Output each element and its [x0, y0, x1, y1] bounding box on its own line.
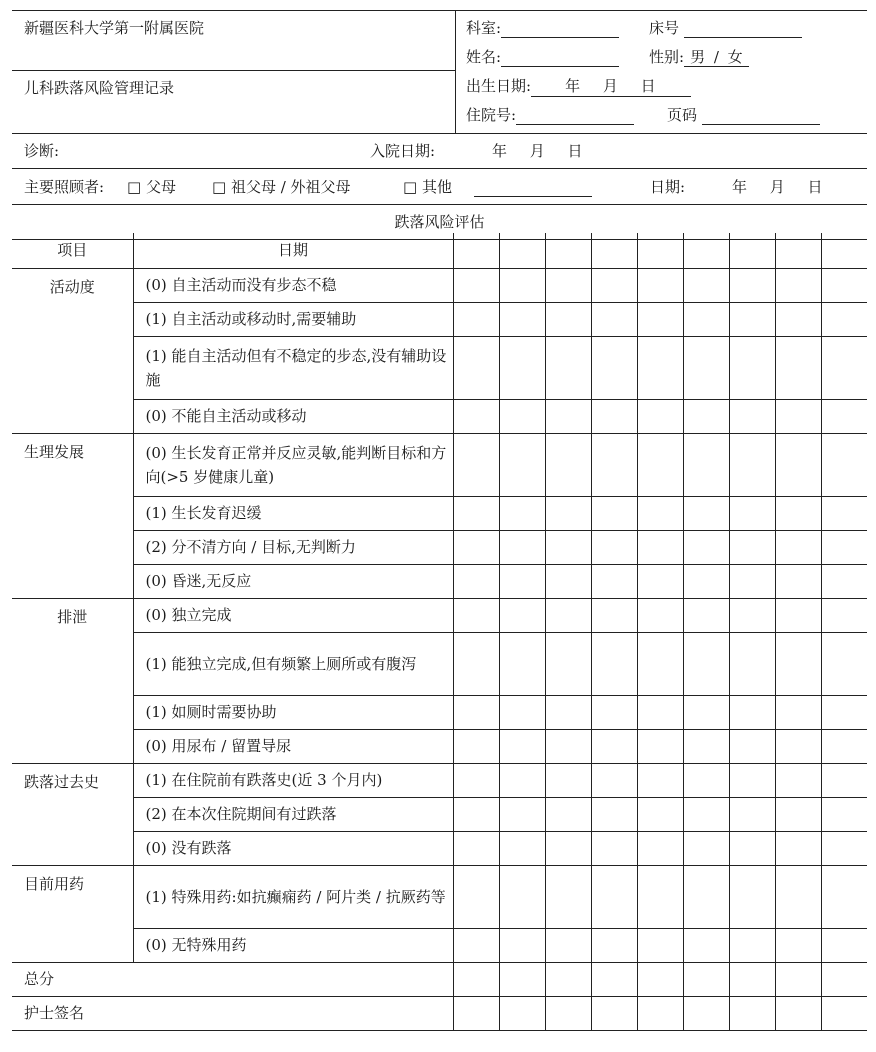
score-cell[interactable] [545, 928, 591, 962]
score-cell[interactable] [637, 729, 683, 763]
score-cell[interactable] [821, 399, 867, 433]
table-row [12, 763, 867, 797]
score-cell[interactable] [683, 729, 729, 763]
score-cell[interactable] [821, 530, 867, 564]
score-cell[interactable] [683, 433, 729, 496]
birth-label: 出生日期: [466, 77, 532, 95]
score-cell[interactable] [499, 564, 545, 598]
caregiver-option-grandparents[interactable]: □ 祖父母 / 外祖父母 [212, 178, 351, 196]
score-cell[interactable] [545, 831, 591, 865]
table-header-row [12, 233, 867, 268]
score-cell[interactable] [499, 433, 545, 496]
criteria-option: (1) 能自主活动但有不稳定的步态,没有辅助设施 [133, 336, 453, 399]
bed-field[interactable] [649, 18, 802, 38]
score-cell[interactable] [499, 797, 545, 831]
assessment-table [12, 233, 867, 1031]
score-cell[interactable] [683, 598, 729, 632]
score-cell[interactable] [821, 729, 867, 763]
score-cell[interactable] [499, 598, 545, 632]
assessment-title: 跌落风险评估 [394, 213, 485, 231]
score-cell[interactable] [775, 598, 821, 632]
criteria-option: (0) 无特殊用药 [133, 928, 453, 962]
score-cell[interactable] [821, 433, 867, 496]
gender-field[interactable] [649, 47, 749, 67]
score-cell[interactable] [683, 564, 729, 598]
score-cell[interactable] [453, 598, 499, 632]
score-cell[interactable] [545, 962, 591, 996]
score-cell[interactable] [683, 695, 729, 729]
criteria-option: (1) 生长发育迟缓 [133, 496, 453, 530]
score-cell[interactable] [545, 233, 591, 268]
score-cell[interactable] [775, 399, 821, 433]
score-cell[interactable] [591, 962, 637, 996]
score-cell[interactable] [729, 336, 775, 399]
score-cell[interactable] [683, 233, 729, 268]
table-row [12, 336, 867, 399]
score-cell[interactable] [591, 831, 637, 865]
criteria-item: 排泄 [12, 598, 133, 763]
nurse-signature-label: 护士签名 [12, 996, 453, 1030]
criteria-option: (0) 用尿布 / 留置导尿 [133, 729, 453, 763]
score-cell[interactable] [637, 996, 683, 1030]
score-cell[interactable] [683, 996, 729, 1030]
score-cell[interactable] [591, 530, 637, 564]
score-cell[interactable] [729, 530, 775, 564]
score-cell[interactable] [453, 399, 499, 433]
score-cell[interactable] [775, 302, 821, 336]
score-cell[interactable] [453, 233, 499, 268]
score-cell[interactable] [821, 831, 867, 865]
score-cell[interactable] [821, 233, 867, 268]
score-cell[interactable] [591, 433, 637, 496]
caregiver-row [12, 169, 867, 205]
admission-no-field[interactable] [466, 105, 634, 125]
diagnosis-label[interactable]: 诊断: [24, 142, 60, 160]
score-cell[interactable] [453, 996, 499, 1030]
score-cell[interactable] [729, 233, 775, 268]
gender-options[interactable]: 男 / 女 [684, 48, 749, 67]
score-cell[interactable] [453, 797, 499, 831]
score-cell[interactable] [775, 865, 821, 928]
score-cell[interactable] [591, 797, 637, 831]
score-cell[interactable] [453, 302, 499, 336]
score-cell[interactable] [637, 797, 683, 831]
table-row [12, 632, 867, 695]
score-cell[interactable] [775, 763, 821, 797]
record-title: 儿科跌落风险管理记录 [24, 79, 175, 97]
criteria-item: 活动度 [12, 268, 133, 433]
department-label: 科室: [466, 19, 502, 37]
score-cell[interactable] [591, 233, 637, 268]
score-cell[interactable] [775, 729, 821, 763]
criteria-option: (0) 昏迷,无反应 [133, 564, 453, 598]
score-cell[interactable] [453, 336, 499, 399]
score-cell[interactable] [499, 268, 545, 302]
score-cell[interactable] [729, 496, 775, 530]
table-row [12, 865, 867, 928]
score-cell[interactable] [545, 996, 591, 1030]
table-row [12, 831, 867, 865]
table-row [12, 564, 867, 598]
criteria-option: (2) 在本次住院期间有过跌落 [133, 797, 453, 831]
score-cell[interactable] [591, 496, 637, 530]
caregiver-other-blank[interactable] [474, 179, 592, 197]
score-cell[interactable] [591, 996, 637, 1030]
score-cell[interactable] [637, 695, 683, 729]
form-page [12, 10, 867, 1022]
score-cell[interactable] [729, 996, 775, 1030]
score-cell[interactable] [499, 865, 545, 928]
criteria-option: (1) 如厕时需要协助 [133, 695, 453, 729]
score-cell[interactable] [545, 336, 591, 399]
criteria-option: (1) 特殊用药:如抗癫痫药 / 阿片类 / 抗厥药等 [133, 865, 453, 928]
column-header-date: 日期 [133, 233, 453, 268]
score-cell[interactable] [499, 530, 545, 564]
score-cell[interactable] [821, 336, 867, 399]
score-cell[interactable] [683, 763, 729, 797]
score-cell[interactable] [591, 729, 637, 763]
table-row [12, 729, 867, 763]
caregiver-option-parents[interactable]: □ 父母 [127, 178, 176, 196]
table-row [12, 268, 867, 302]
score-cell[interactable] [499, 996, 545, 1030]
score-cell[interactable] [591, 268, 637, 302]
criteria-item: 生理发展 [12, 433, 133, 598]
admission-no-label: 住院号: [466, 106, 517, 124]
score-cell[interactable] [453, 831, 499, 865]
criteria-item: 跌落过去史 [12, 763, 133, 865]
criteria-option: (2) 分不清方向 / 目标,无判断力 [133, 530, 453, 564]
score-cell[interactable] [591, 399, 637, 433]
score-cell[interactable] [453, 496, 499, 530]
score-cell[interactable] [821, 632, 867, 695]
table-row [12, 399, 867, 433]
name-blank[interactable] [501, 49, 619, 67]
header-divider [455, 11, 456, 133]
score-cell[interactable] [683, 632, 729, 695]
score-cell[interactable] [453, 763, 499, 797]
nurse-signature-row [12, 996, 867, 1030]
score-cell[interactable] [683, 268, 729, 302]
score-cell[interactable] [821, 996, 867, 1030]
table-row [12, 433, 867, 496]
form-header [12, 10, 867, 134]
score-cell[interactable] [775, 530, 821, 564]
name-label: 姓名: [466, 48, 502, 66]
score-cell[interactable] [683, 928, 729, 962]
score-cell[interactable] [683, 399, 729, 433]
caregiver-label: 主要照顾者: [24, 178, 105, 196]
score-cell[interactable] [591, 302, 637, 336]
score-cell[interactable] [637, 928, 683, 962]
score-cell[interactable] [821, 496, 867, 530]
score-cell[interactable] [775, 336, 821, 399]
score-cell[interactable] [729, 695, 775, 729]
score-cell[interactable] [591, 564, 637, 598]
column-header-item: 项目 [12, 233, 133, 268]
score-cell[interactable] [637, 564, 683, 598]
score-cell[interactable] [683, 865, 729, 928]
score-cell[interactable] [499, 831, 545, 865]
score-cell[interactable] [545, 268, 591, 302]
assessment-table-body [12, 233, 867, 1030]
score-cell[interactable] [637, 598, 683, 632]
score-cell[interactable] [637, 496, 683, 530]
score-cell[interactable] [591, 865, 637, 928]
score-cell[interactable] [729, 928, 775, 962]
total-score-label: 总分 [12, 962, 453, 996]
caregiver-other-field[interactable] [474, 177, 592, 197]
score-cell[interactable] [499, 496, 545, 530]
score-cell[interactable] [821, 928, 867, 962]
score-cell[interactable] [729, 564, 775, 598]
score-cell[interactable] [545, 729, 591, 763]
score-cell[interactable] [499, 695, 545, 729]
score-cell[interactable] [545, 763, 591, 797]
score-cell[interactable] [545, 496, 591, 530]
score-cell[interactable] [775, 433, 821, 496]
score-cell[interactable] [499, 233, 545, 268]
score-cell[interactable] [499, 763, 545, 797]
score-cell[interactable] [637, 433, 683, 496]
bed-blank[interactable] [684, 20, 802, 38]
criteria-option: (1) 能独立完成,但有频繁上厕所或有腹泻 [133, 632, 453, 695]
score-cell[interactable] [637, 233, 683, 268]
score-cell[interactable] [683, 831, 729, 865]
score-cell[interactable] [453, 928, 499, 962]
score-cell[interactable] [683, 302, 729, 336]
admission-date-label: 入院日期: [370, 142, 436, 160]
score-cell[interactable] [775, 928, 821, 962]
score-cell[interactable] [821, 695, 867, 729]
score-cell[interactable] [499, 729, 545, 763]
criteria-option: (1) 自主活动或移动时,需要辅助 [133, 302, 453, 336]
score-cell[interactable] [775, 632, 821, 695]
score-cell[interactable] [499, 302, 545, 336]
table-row [12, 530, 867, 564]
score-cell[interactable] [591, 336, 637, 399]
table-row [12, 928, 867, 962]
header-left-divider [12, 70, 455, 71]
score-cell[interactable] [729, 433, 775, 496]
score-cell[interactable] [683, 530, 729, 564]
score-cell[interactable] [453, 564, 499, 598]
criteria-option: (0) 自主活动而没有步态不稳 [133, 268, 453, 302]
score-cell[interactable] [637, 336, 683, 399]
table-row [12, 302, 867, 336]
score-cell[interactable] [775, 233, 821, 268]
score-cell[interactable] [775, 962, 821, 996]
score-cell[interactable] [775, 268, 821, 302]
score-cell[interactable] [637, 831, 683, 865]
score-cell[interactable] [545, 399, 591, 433]
score-cell[interactable] [637, 962, 683, 996]
score-cell[interactable] [499, 928, 545, 962]
score-cell[interactable] [729, 399, 775, 433]
page-no-field[interactable] [667, 105, 820, 125]
table-row [12, 496, 867, 530]
score-cell[interactable] [545, 632, 591, 695]
score-cell[interactable] [729, 962, 775, 996]
score-cell[interactable] [683, 336, 729, 399]
hospital-name: 新疆医科大学第一附属医院 [24, 19, 205, 37]
criteria-option: (1) 在住院前有跌落史(近 3 个月内) [133, 763, 453, 797]
table-row [12, 797, 867, 831]
score-cell[interactable] [729, 865, 775, 928]
score-cell[interactable] [453, 268, 499, 302]
score-cell[interactable] [545, 797, 591, 831]
score-cell[interactable] [729, 632, 775, 695]
score-cell[interactable] [729, 268, 775, 302]
caregiver-date-value[interactable]: 年 月 日 [732, 178, 823, 196]
birth-date-field[interactable] [466, 76, 691, 97]
score-cell[interactable] [775, 996, 821, 1030]
department-blank[interactable] [501, 20, 619, 38]
score-cell[interactable] [683, 797, 729, 831]
score-cell[interactable] [545, 695, 591, 729]
caregiver-option-other[interactable]: □ 其他 [403, 178, 452, 196]
score-cell[interactable] [729, 302, 775, 336]
score-cell[interactable] [499, 632, 545, 695]
score-cell[interactable] [729, 598, 775, 632]
total-score-row [12, 962, 867, 996]
score-cell[interactable] [729, 831, 775, 865]
birth-date-value[interactable]: 年 月 日 [531, 76, 691, 97]
admission-date-value[interactable]: 年 月 日 [492, 142, 583, 160]
score-cell[interactable] [545, 433, 591, 496]
score-cell[interactable] [453, 632, 499, 695]
score-cell[interactable] [453, 695, 499, 729]
score-cell[interactable] [499, 399, 545, 433]
page-label: 页码 [667, 106, 698, 124]
score-cell[interactable] [821, 268, 867, 302]
score-cell[interactable] [729, 797, 775, 831]
department-field[interactable] [466, 18, 619, 38]
score-cell[interactable] [637, 399, 683, 433]
score-cell[interactable] [821, 564, 867, 598]
score-cell[interactable] [637, 865, 683, 928]
criteria-option: (0) 生长发育正常并反应灵敏,能判断目标和方向(>5 岁健康儿童) [133, 433, 453, 496]
gender-label: 性别: [649, 48, 685, 66]
score-cell[interactable] [453, 433, 499, 496]
score-cell[interactable] [591, 632, 637, 695]
score-cell[interactable] [821, 962, 867, 996]
score-cell[interactable] [821, 598, 867, 632]
table-row [12, 695, 867, 729]
score-cell[interactable] [775, 564, 821, 598]
score-cell[interactable] [775, 695, 821, 729]
score-cell[interactable] [637, 530, 683, 564]
diagnosis-row [12, 134, 867, 169]
score-cell[interactable] [453, 530, 499, 564]
score-cell[interactable] [637, 302, 683, 336]
score-cell[interactable] [637, 763, 683, 797]
score-cell[interactable] [545, 865, 591, 928]
score-cell[interactable] [775, 797, 821, 831]
caregiver-date-label: 日期: [650, 178, 686, 196]
score-cell[interactable] [821, 865, 867, 928]
criteria-option: (0) 独立完成 [133, 598, 453, 632]
score-cell[interactable] [637, 268, 683, 302]
score-cell[interactable] [591, 928, 637, 962]
score-cell[interactable] [821, 797, 867, 831]
score-cell[interactable] [545, 530, 591, 564]
bed-label: 床号 [649, 19, 680, 37]
admission-no-blank[interactable] [516, 107, 634, 125]
criteria-option: (0) 不能自主活动或移动 [133, 399, 453, 433]
table-row [12, 598, 867, 632]
score-cell[interactable] [637, 632, 683, 695]
name-field[interactable] [466, 47, 619, 67]
score-cell[interactable] [499, 336, 545, 399]
score-cell[interactable] [453, 865, 499, 928]
score-cell[interactable] [545, 302, 591, 336]
score-cell[interactable] [821, 302, 867, 336]
page-blank[interactable] [702, 107, 820, 125]
score-cell[interactable] [499, 962, 545, 996]
score-cell[interactable] [683, 496, 729, 530]
score-cell[interactable] [775, 831, 821, 865]
criteria-option: (0) 没有跌落 [133, 831, 453, 865]
score-cell[interactable] [591, 695, 637, 729]
score-cell[interactable] [821, 763, 867, 797]
score-cell[interactable] [683, 962, 729, 996]
score-cell[interactable] [545, 598, 591, 632]
score-cell[interactable] [591, 598, 637, 632]
criteria-item: 目前用药 [12, 865, 133, 962]
score-cell[interactable] [591, 763, 637, 797]
score-cell[interactable] [775, 496, 821, 530]
score-cell[interactable] [545, 564, 591, 598]
score-cell[interactable] [453, 962, 499, 996]
score-cell[interactable] [729, 763, 775, 797]
score-cell[interactable] [453, 729, 499, 763]
score-cell[interactable] [729, 729, 775, 763]
